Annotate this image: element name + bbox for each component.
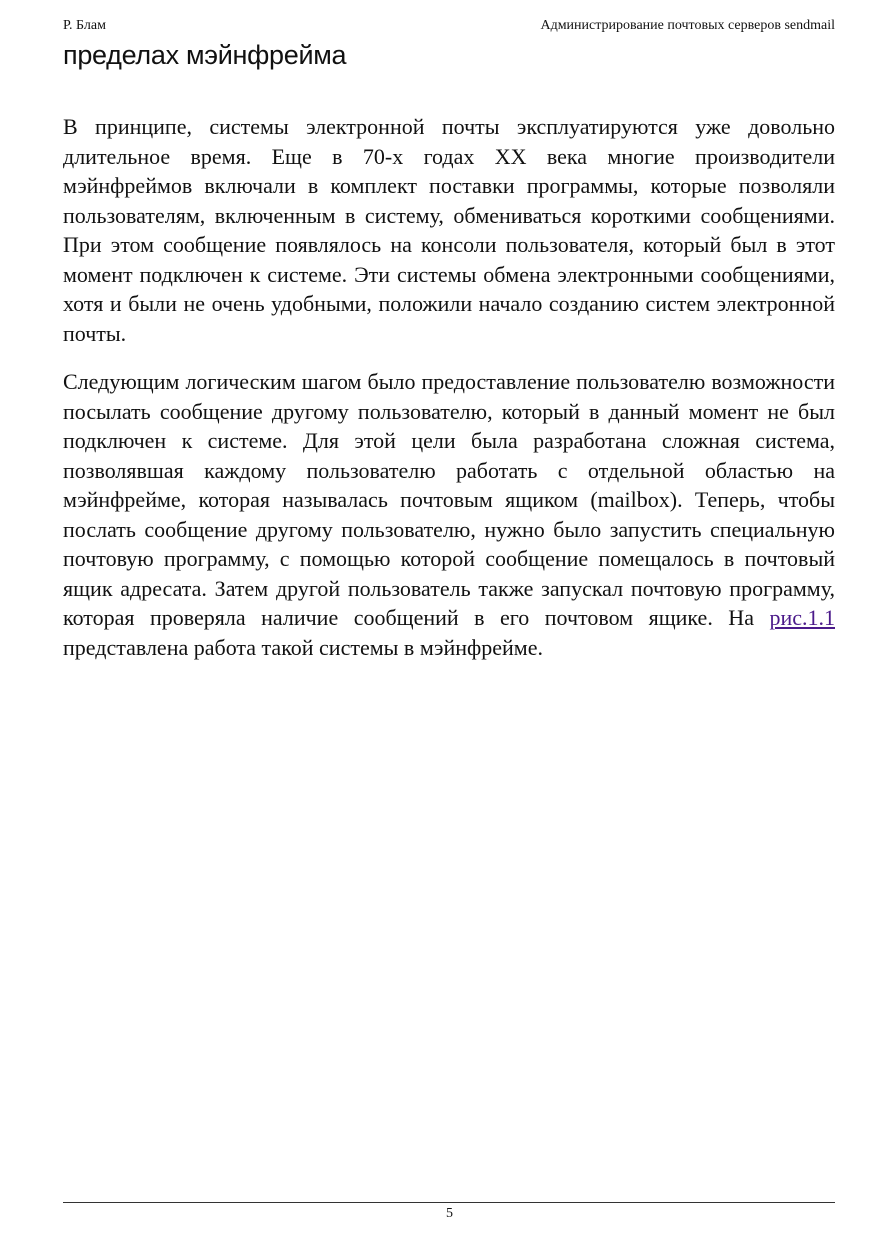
paragraph-2-text-end: представлена работа такой системы в мэйнфрейме. [63,634,543,660]
paragraph-1: В принципе, системы электронной почты эксплуатируются уже довольно длительное время. Еще в 70-х годах XX века многие производители мэйнфреймов включали в комплект поставки программы, которые позволяли пользователям, включенным в систему, обмениваться короткими сообщениями. При этом сообщение появлялось на консоли пользователя, который был в этот момент подключен к системе. Эти системы обмена электронными сообщениями, хотя и были не очень удобными, положили начало созданию систем электронной почты. [63,114,835,346]
paragraph-2 [63,367,835,662]
header-author: Р. Блам [63,18,106,33]
section-heading: пределах мэйнфрейма [63,40,347,70]
page-number: 5 [446,1206,453,1221]
header-book-title: Администрирование почтовых серверов sendmail [540,18,835,33]
footer-divider [63,1202,835,1203]
figure-link[interactable]: рис.1.1 [769,605,835,630]
paragraph-2-text-start: Следующим логическим шагом было предоставление пользователю возможности посылать сообщение другому пользователю, который в данный момент не был подключен к системе. Для этой цели была разработана сложная система, позволявшая каждому пользователю работать с отдельной областью на мэйнфрейме, которая называлась почтовым ящиком (mailbox). Теперь, чтобы послать сообщение другому пользователю, нужно было запустить специальную почтовую программу, с помощью которой сообщение помещалось в почтовый ящик адресата. Затем другой пользователь также запускал почтовую программу, которая проверяла наличие сообщений в его почтовом ящике. На [63,369,835,630]
document-body [63,112,835,681]
